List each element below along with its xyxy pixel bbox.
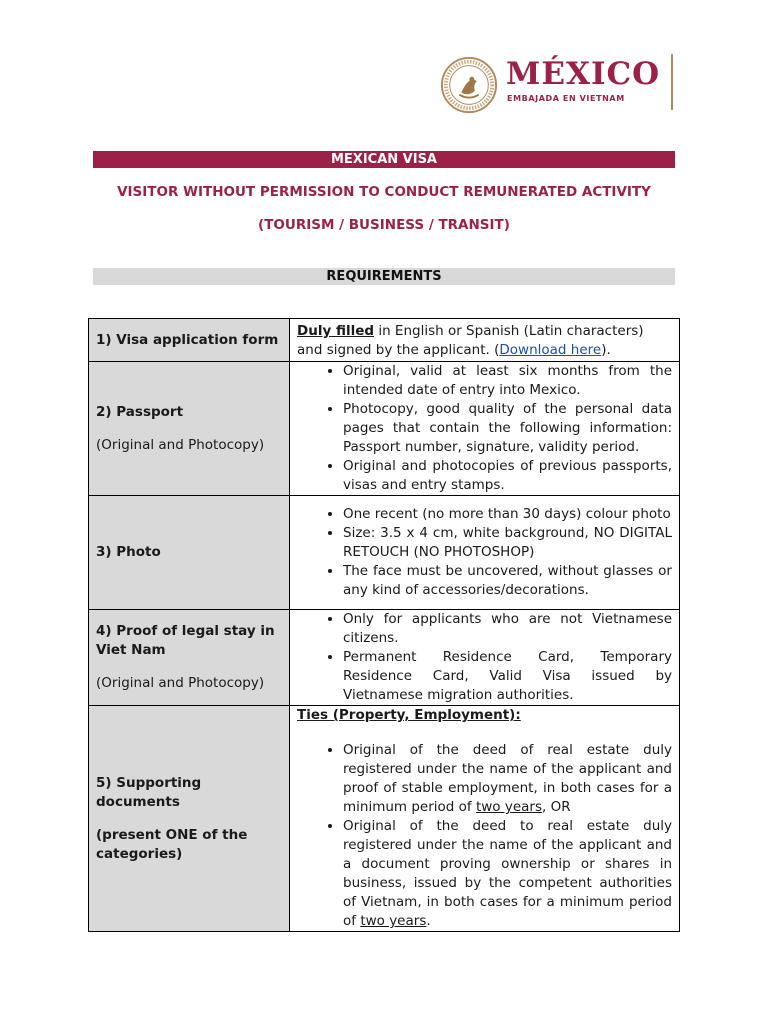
list-item [343, 741, 672, 817]
row-label-text: 2) Passport [96, 403, 184, 420]
row-label [89, 319, 290, 362]
table-row [89, 319, 680, 362]
row-label-note: (Original and Photocopy) [96, 675, 265, 691]
list-item: • One recent (no more than 30 days) colour photo [343, 505, 672, 524]
embassy-logo [440, 54, 680, 114]
item-text-end: . [426, 913, 431, 929]
list-item: • Permanent Residence Card, Temporary Residence Card, Valid Visa issued by Vietnamese migration authorities. [343, 648, 672, 705]
row-detail [290, 362, 680, 496]
requirement-list [297, 505, 672, 600]
row-detail [290, 610, 680, 706]
country-wordmark: MÉXICO [506, 56, 661, 92]
subtitle-purposes: (TOURISM / BUSINESS / TRANSIT) [258, 217, 510, 233]
row-label-text: 3) Photo [96, 544, 161, 560]
two-years-text: two years [475, 799, 543, 815]
table-row [89, 610, 680, 706]
row-detail [290, 319, 680, 362]
row-label [89, 610, 290, 706]
requirement-list [297, 610, 672, 705]
list-item: • Only for applicants who are not Vietnamese citizens. [343, 610, 672, 648]
list-item: • Photocopy, good quality of the personal data pages that contain the following information: Passport number, signature, validity period. [343, 400, 672, 457]
table-row [89, 706, 680, 932]
row-label-text: 5) Supporting documents [96, 774, 202, 810]
requirements-table [88, 318, 680, 932]
row-detail [290, 706, 680, 932]
table-row [89, 496, 680, 610]
form-instructions-end: ). [601, 342, 611, 358]
subtitle-visa-type: VISITOR WITHOUT PERMISSION TO CONDUCT REMUNERATED ACTIVITY [117, 184, 651, 200]
row-label [89, 496, 290, 610]
requirements-heading: REQUIREMENTS [93, 268, 675, 285]
item-text-end: , OR [542, 799, 571, 815]
list-item: • Original, valid at least six months from the intended date of entry into Mexico. [343, 362, 672, 400]
row-label [89, 706, 290, 932]
item-text: Original of the deed of real estate duly registered under the name of the applicant and proof of stable employment, in both cases for a minimum period of [343, 742, 672, 815]
requirement-list [297, 741, 672, 931]
row-label-note: (Original and Photocopy) [96, 436, 265, 453]
ties-heading: Ties (Property, Employment): [297, 707, 521, 723]
list-item [343, 817, 672, 931]
embassy-name: EMBAJADA EN VIETNAM [507, 94, 625, 103]
table-row [89, 362, 680, 496]
download-link[interactable]: Download here [499, 342, 602, 358]
row-label-text: 4) Proof of legal stay in Viet Nam [96, 623, 275, 658]
list-item: • Size: 3.5 x 4 cm, white background, NO DIGITAL RETOUCH (NO PHOTOSHOP) [343, 524, 672, 562]
list-item: • Original and photocopies of previous passports, visas and entry stamps. [343, 457, 672, 495]
two-years-text: two years [360, 913, 427, 929]
row-label [89, 362, 290, 496]
form-instructions: in English or Spanish (Latin characters) and signed by the applicant. ( [297, 323, 644, 358]
document-title: MEXICAN VISA [93, 151, 675, 168]
row-detail [290, 496, 680, 610]
mexico-seal-icon [440, 56, 498, 114]
list-item: • The face must be uncovered, without glasses or any kind of accessories/decorations. [343, 562, 672, 600]
item-text: Original of the deed to real estate duly registered under the name of the applicant and a document proving ownership or shares in business, issued by the competent authorities of Vietnam, in both cases for a minimum period of [343, 818, 672, 929]
row-label-text: 1) Visa application form [96, 331, 279, 348]
row-label-note: (present ONE of the categories) [96, 826, 248, 862]
requirement-list [297, 362, 672, 495]
logo-divider [671, 54, 673, 110]
duly-filled-text: Duly filled [297, 323, 375, 339]
